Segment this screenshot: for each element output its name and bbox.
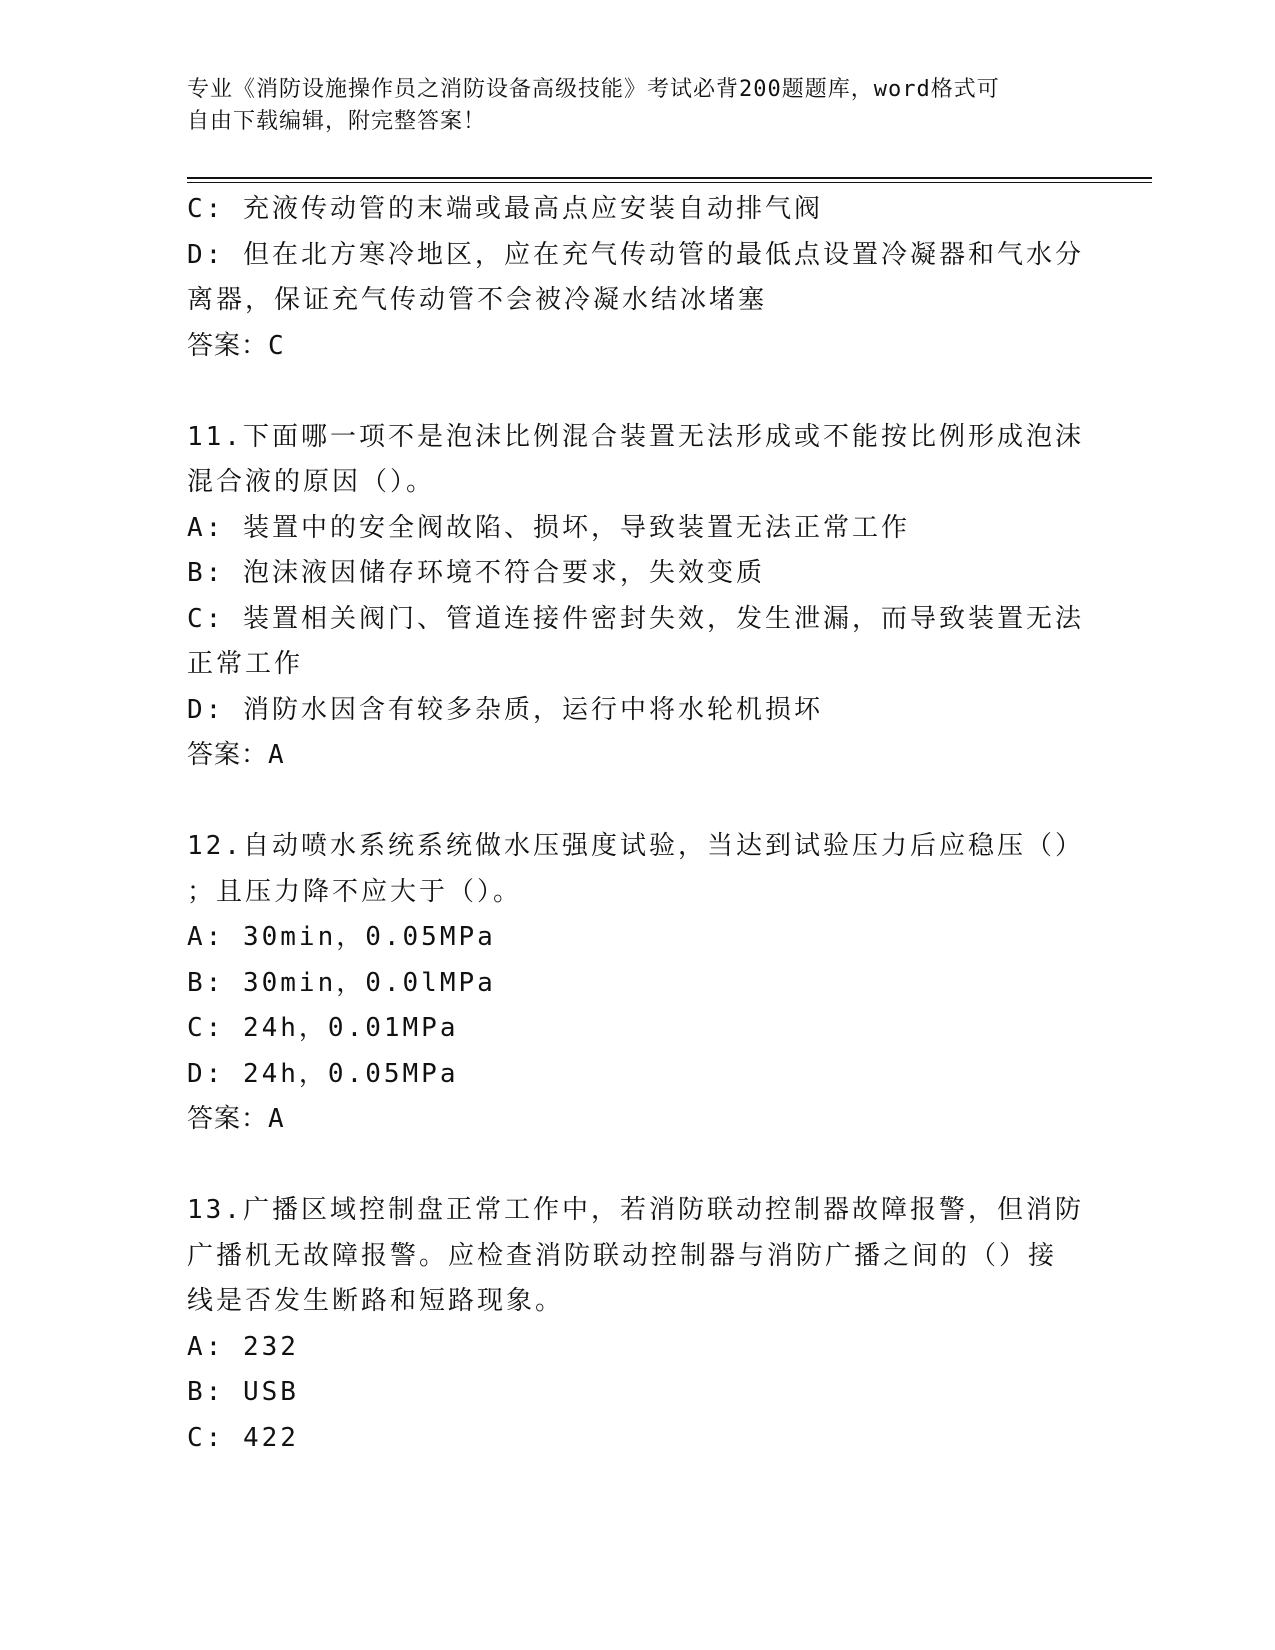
option-text-line: B: 30min，0.0lMPa	[187, 967, 496, 998]
option-text-line: C: 装置相关阀门、管道连接件密封失效，发生泄漏，而导致装置无法	[187, 603, 1084, 634]
option-text-line: A: 232	[187, 1331, 299, 1362]
option-text-line: C: 24h，0.01MPa	[187, 1013, 459, 1043]
question-stem-line: ；且压力降不应大于（）。	[187, 876, 523, 907]
option-text-line: A: 装置中的安全阀故陷、损坏，导致装置无法正常工作	[187, 512, 910, 543]
option-b	[187, 1370, 1087, 1416]
option-text-line: D: 消防水因含有较多杂质，运行中将水轮机损坏	[187, 694, 823, 725]
option-b	[187, 551, 1087, 597]
option-a	[187, 915, 1087, 961]
option-c	[187, 597, 1087, 688]
option-text-line: D: 但在北方寒冷地区，应在充气传动管的最低点设置冷凝器和气水分	[187, 239, 1084, 270]
option-text-line: B: USB	[187, 1377, 299, 1407]
option-text-line: C: 422	[187, 1422, 299, 1453]
answer-line: 答案：A	[187, 740, 285, 770]
answer-line: 答案：A	[187, 1104, 285, 1134]
header-rule-thick	[187, 177, 1152, 179]
option-c	[187, 187, 1087, 233]
document-body	[187, 187, 1087, 1461]
option-text-line: 离器，保证充气传动管不会被冷凝水结冰堵塞	[187, 285, 768, 315]
spacer	[187, 1143, 1087, 1189]
question-stem-line: 广播机无故障报警。应检查消防联动控制器与消防广播之间的（）接	[187, 1240, 1058, 1271]
question-stem-line: 13.广播区域控制盘正常工作中，若消防联动控制器故障报警，但消防	[187, 1195, 1084, 1225]
option-b	[187, 961, 1087, 1007]
option-d	[187, 233, 1087, 324]
option-text-line: A: 30min，0.05MPa	[187, 922, 496, 952]
header-line-2: 自由下载编辑，附完整答案！	[187, 109, 487, 134]
question-stem-line: 12.自动喷水系统系统做水压强度试验，当达到试验压力后应稳压（）	[187, 831, 1084, 861]
option-d	[187, 1052, 1087, 1098]
question-11	[187, 415, 1087, 779]
option-a	[187, 506, 1087, 552]
option-a	[187, 1325, 1087, 1371]
question-stem-line: 线是否发生断路和短路现象。	[187, 1286, 565, 1316]
option-c	[187, 1006, 1087, 1052]
option-text-line: D: 24h，0.05MPa	[187, 1058, 459, 1089]
question-stem-line: 11.下面哪一项不是泡沫比例混合装置无法形成或不能按比例形成泡沫	[187, 421, 1084, 452]
spacer	[187, 779, 1087, 825]
page-header	[187, 74, 1067, 138]
option-c	[187, 1416, 1087, 1462]
option-d	[187, 688, 1087, 734]
option-text-line: C: 充液传动管的末端或最高点应安装自动排气阀	[187, 194, 823, 224]
answer-line: 答案：C	[187, 330, 285, 361]
header-rule-thin	[187, 182, 1152, 183]
question-13	[187, 1188, 1087, 1461]
header-line-1: 专业《消防设施操作员之消防设备高级技能》考试必背200题题库，word格式可	[187, 77, 1000, 102]
option-text-line: 正常工作	[187, 649, 304, 679]
question-12	[187, 824, 1087, 1143]
spacer	[187, 369, 1087, 415]
question-stem-line: 混合液的原因（）。	[187, 467, 436, 497]
question-10-tail	[187, 187, 1087, 369]
option-text-line: B: 泡沫液因储存环境不符合要求，失效变质	[187, 558, 765, 588]
